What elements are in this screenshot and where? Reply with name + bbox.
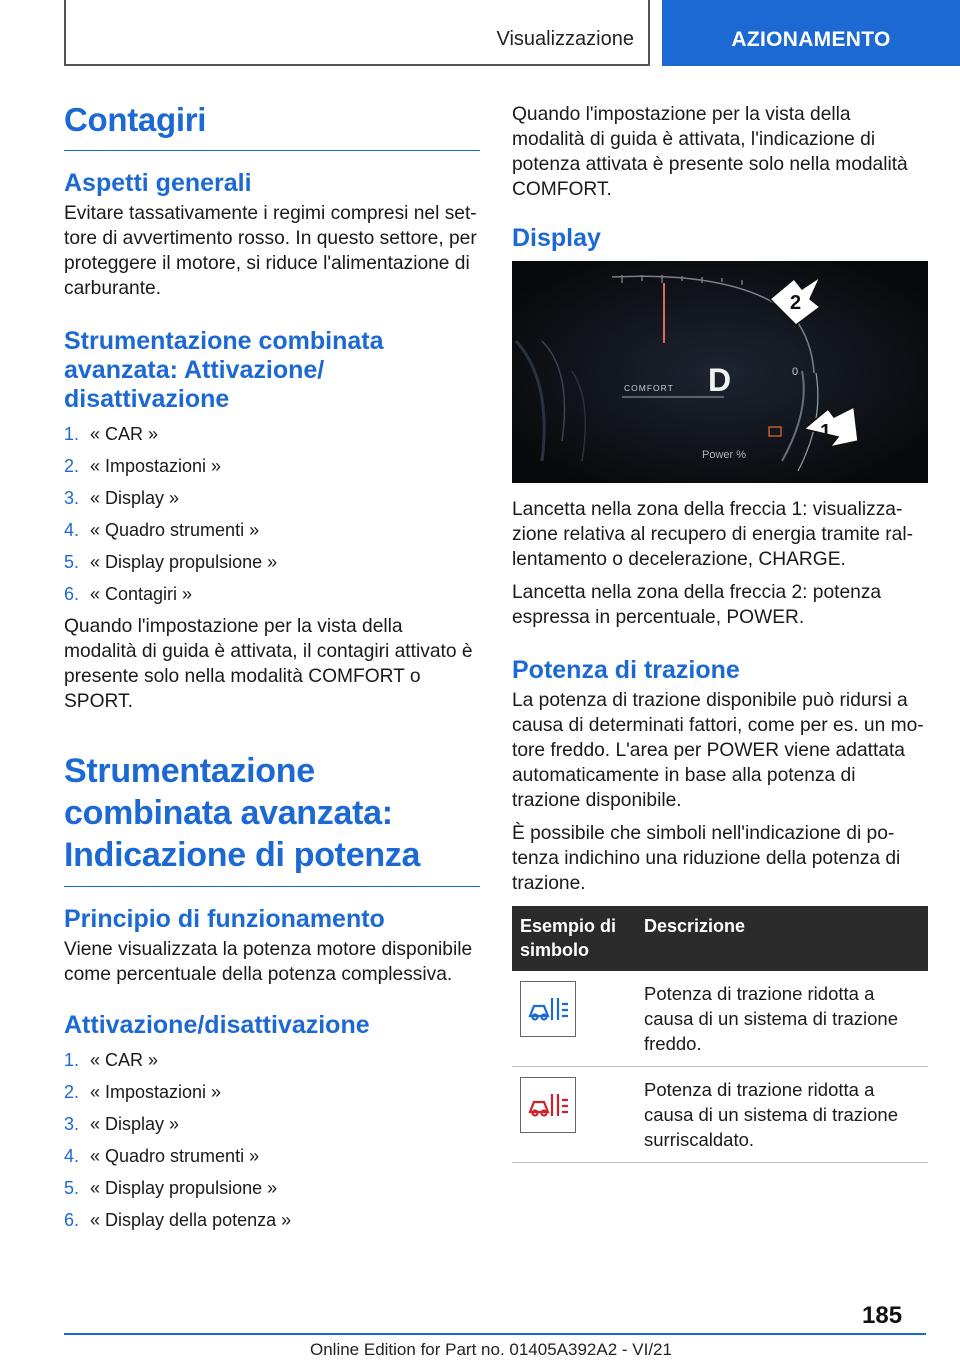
instrument-cluster-figure — [512, 261, 928, 483]
symbol-table — [512, 906, 928, 1163]
arrow-2-label: 2 — [790, 292, 802, 314]
page-number: 185 — [862, 1302, 903, 1329]
heading-contagiri: Contagiri — [64, 100, 480, 151]
table-header-description: Descrizione — [636, 906, 928, 971]
table-cell-description: Potenza di trazione ridotta a causa di un sistema di trazione surriscaldato. — [636, 1067, 928, 1163]
heading-indicazione-potenza: Strumentazione combinata avanzata: Indicazione di potenza — [64, 750, 480, 887]
paragraph-potenza-1: La potenza di trazione disponibile può ridursi a causa di determinati fattori, come per es. un motore freddo. L'area per POWER viene adattata automaticamente in base alla potenza di trazione disponibile. — [512, 690, 924, 811]
heading-potenza-trazione: Potenza di trazione — [512, 656, 740, 684]
list-item: 1. « CAR » — [64, 424, 159, 444]
header-chapter-tab — [662, 0, 960, 66]
list-item: 5. « Display propulsione » — [64, 552, 278, 572]
cold-traction-icon — [520, 981, 576, 1037]
list-item: 2. « Impostazioni » — [64, 1082, 222, 1102]
heading-display: Display — [512, 224, 601, 252]
steps-list-contagiri — [64, 418, 480, 610]
paragraph-principio: Viene visualizzata la potenza motore disponibile come percentuale della potenza complessiva. — [64, 939, 473, 985]
paragraph-potenza-2: È possibile che simboli nell'indicazione di potenza indichino una riduzione della potenza di trazione. — [512, 823, 901, 894]
left-column — [64, 100, 480, 1240]
list-item: 6. « Contagiri » — [64, 584, 193, 604]
header-section-title: Visualizzazione — [496, 28, 634, 50]
power-percent-label: Power % — [702, 449, 747, 461]
header-section-box — [64, 0, 650, 66]
heading-aspetti-generali: Aspetti generali — [64, 169, 252, 197]
paragraph-aspetti: Evitare tassativamente i regimi compresi nel settore di avvertimento rosso. In questo settore, per proteggere il motore, si riduce l'alimentazione di carburante. — [64, 203, 477, 299]
paragraph-lancetta-2: Lancetta nella zona della freccia 2: potenza espressa in percentuale, POWER. — [512, 582, 882, 628]
table-header-symbol: Esempio di simbolo — [512, 906, 636, 971]
arrow-1-label: 1 — [820, 421, 832, 443]
table-row — [512, 971, 928, 1067]
paragraph-quando-contagiri: Quando l'impostazione per la vista della modalità di guida è attivata, il contagiri attivato è presente solo nella modalità COMFORT o SPORT. — [64, 616, 473, 712]
list-item: 4. « Quadro strumenti » — [64, 520, 260, 540]
paragraph-quando-potenza: Quando l'impostazione per la vista della modalità di guida è attivata, l'indicazione di potenza attivata è presente solo nella modalità COMFORT. — [512, 104, 908, 200]
steps-list-potenza — [64, 1044, 480, 1236]
list-item: 6. « Display della potenza » — [64, 1210, 292, 1230]
table-cell-description: Potenza di trazione ridotta a causa di un sistema di trazione freddo. — [636, 971, 928, 1067]
zero-label: 0 — [792, 366, 799, 378]
list-item: 5. « Display propulsione » — [64, 1178, 278, 1198]
heading-principio: Principio di funzionamento — [64, 905, 385, 933]
footer-divider — [64, 1333, 926, 1335]
hot-traction-icon — [520, 1077, 576, 1133]
instrument-cluster-illustration — [512, 261, 928, 483]
heading-strumentazione-attivazione: Strumentazione combinata avanzata: Attivazione/ disattivazione — [64, 327, 384, 413]
heading-attivazione: Attivazione/disattivazione — [64, 1011, 370, 1039]
table-row — [512, 1067, 928, 1163]
footer-edition: Online Edition for Part no. 01405A392A2 - VI/21 — [310, 1340, 672, 1359]
mode-label: COMFORT — [624, 383, 674, 393]
list-item: 2. « Impostazioni » — [64, 456, 222, 476]
header-chapter-label: AZIONAMENTO — [731, 28, 891, 51]
list-item: 1. « CAR » — [64, 1050, 159, 1070]
gear-indicator: D — [708, 362, 732, 398]
list-item: 3. « Display » — [64, 1114, 180, 1134]
paragraph-lancetta-1: Lancetta nella zona della freccia 1: visualizzazione relativa al recupero di energia tramite rallentamento o decelerazione, CHARGE. — [512, 499, 913, 570]
right-column — [512, 102, 928, 1163]
list-item: 3. « Display » — [64, 488, 180, 508]
list-item: 4. « Quadro strumenti » — [64, 1146, 260, 1166]
